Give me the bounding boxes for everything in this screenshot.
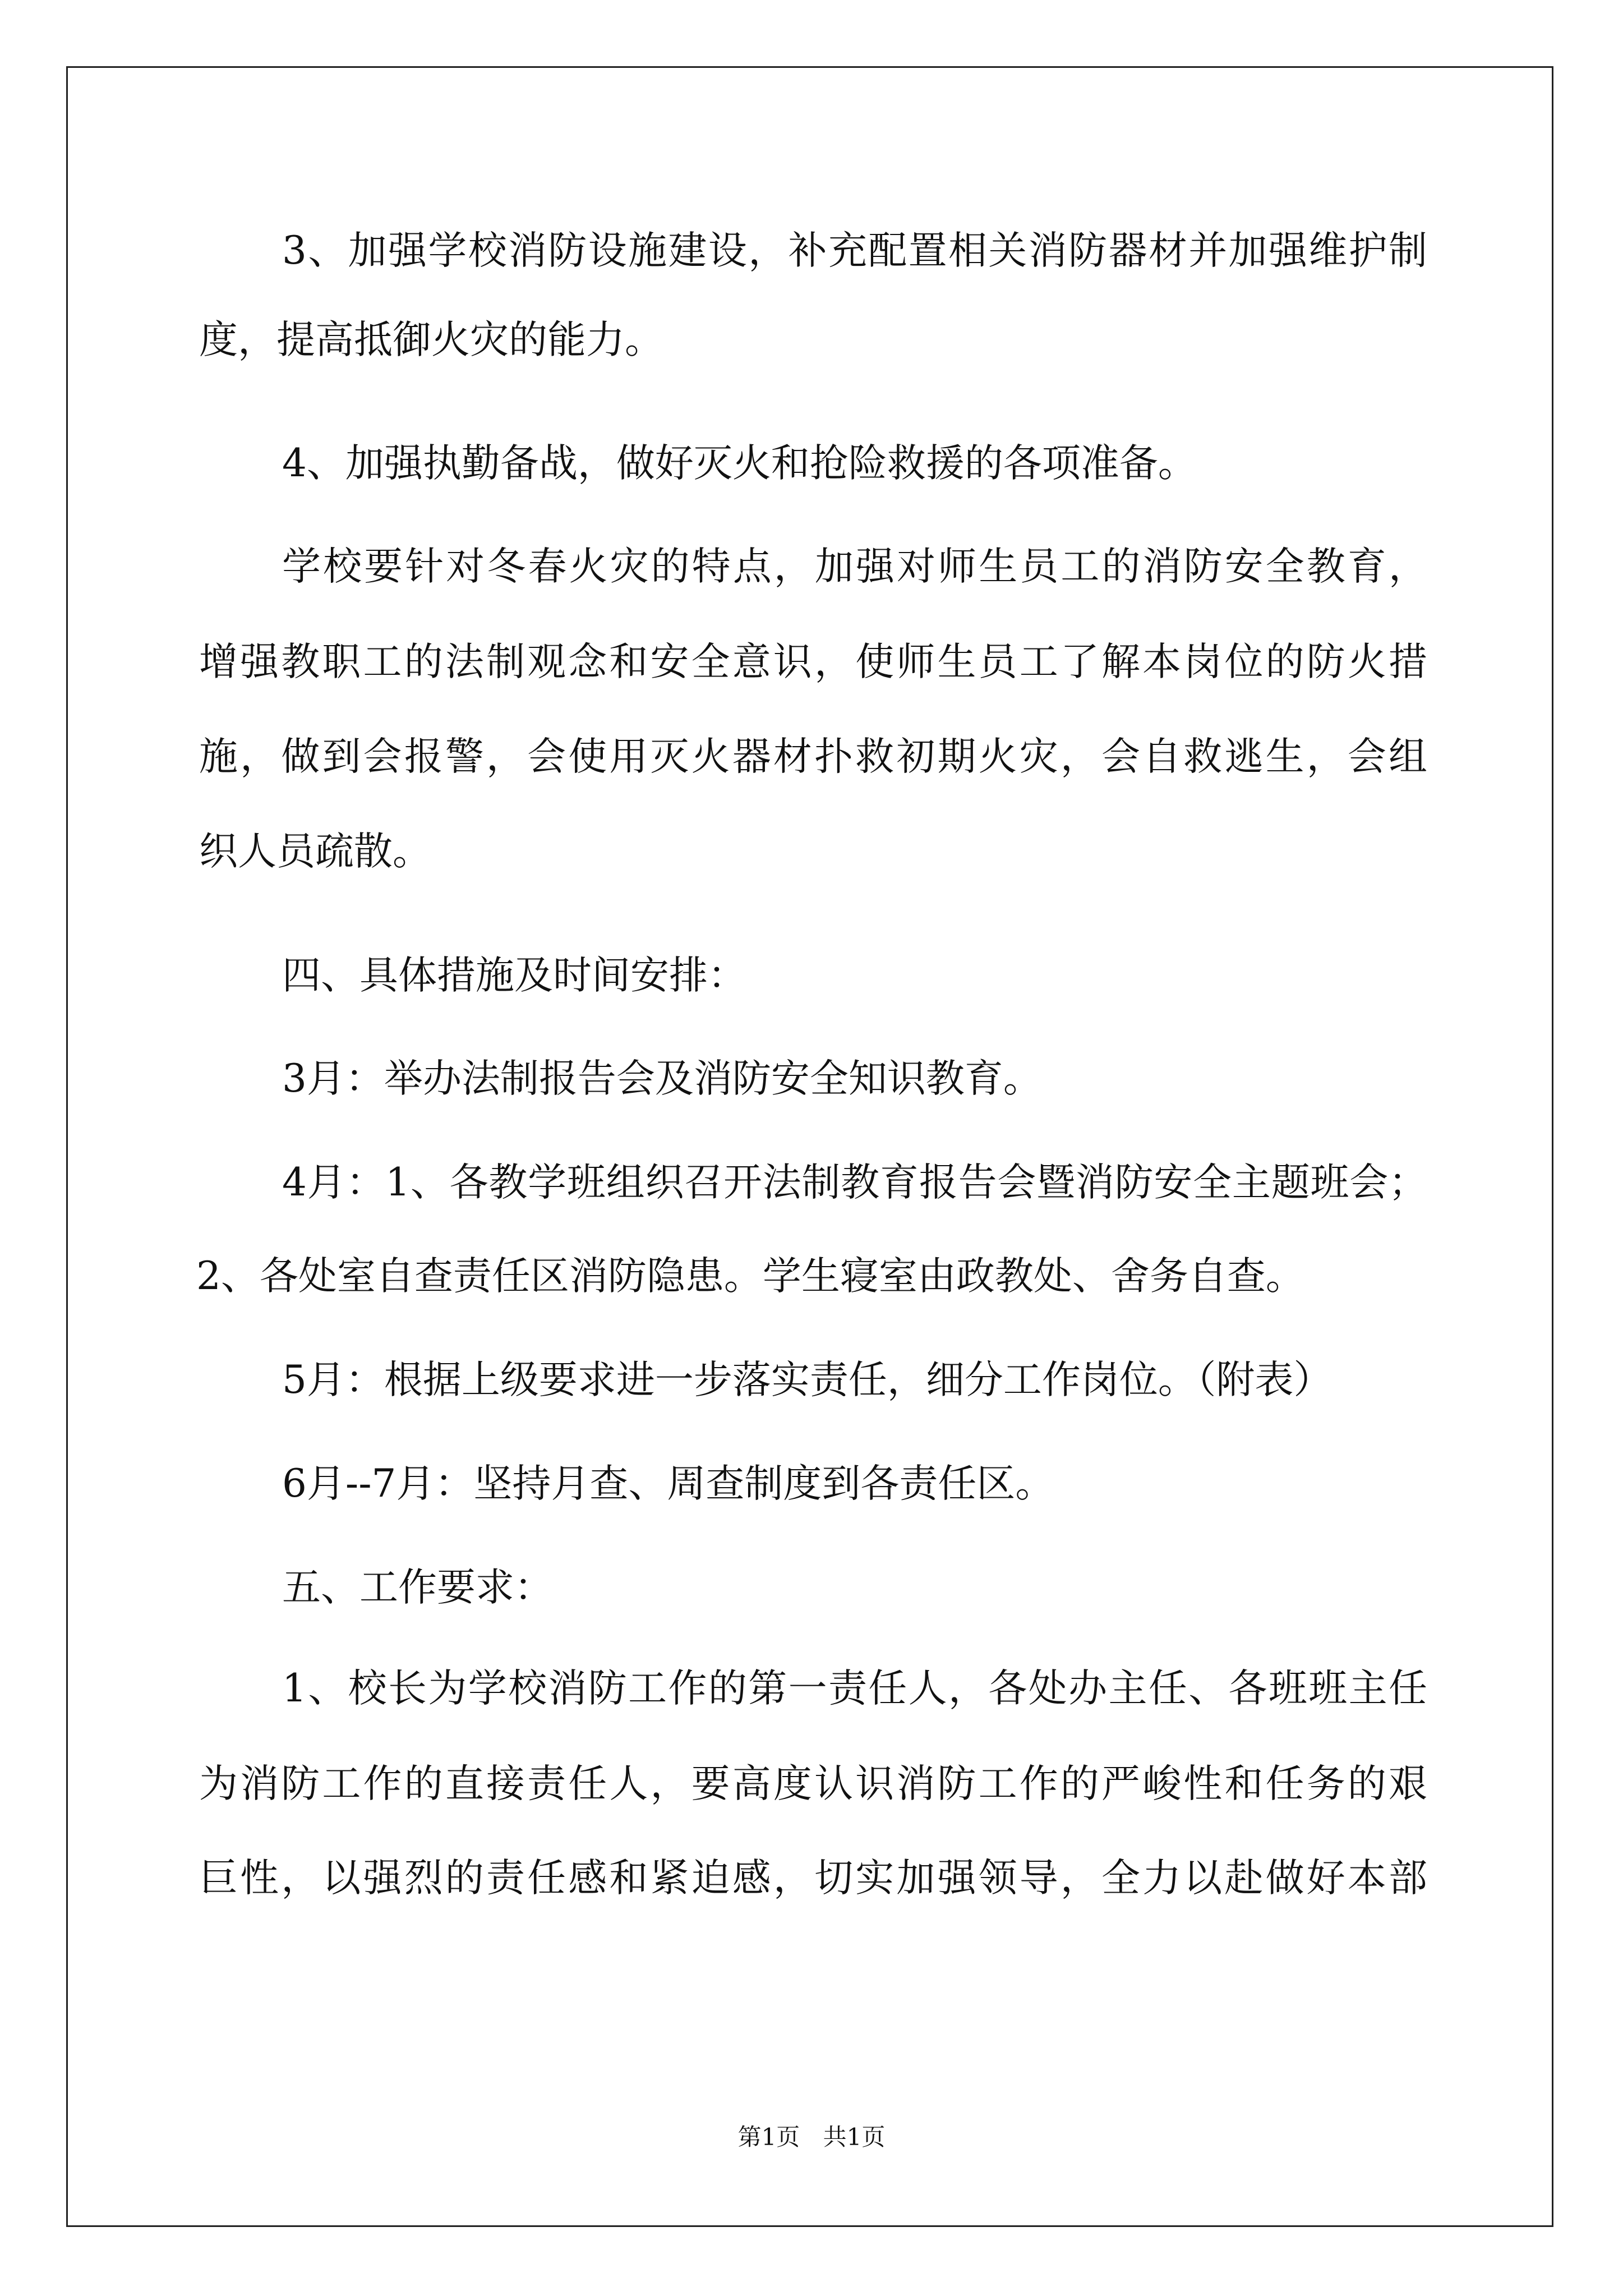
text-line: 增强教职工的法制观念和安全意识，使师生员工了解本岗位的防火措 [199, 639, 1427, 684]
page-number: 第1页 [737, 2123, 800, 2151]
page-total: 共1页 [823, 2123, 886, 2151]
text-line: 1、校长为学校消防工作的第一责任人，各处办主任、各班班主任 [282, 1666, 1427, 1711]
text-line: 2、各处室自查责任区消防隐患。学生寝室由政教处、舍务自查。 [196, 1254, 1304, 1299]
text-line: 度，提高抵御火灾的能力。 [199, 318, 663, 362]
text-line: 4月：1、各教学班组织召开法制教育报告会暨消防安全主题班会； [282, 1160, 1427, 1205]
text-line: 3月：举办法制报告会及消防安全知识教育。 [282, 1056, 1042, 1101]
page-footer [0, 2120, 1623, 2154]
text-line: 施，做到会报警，会使用灭火器材扑救初期火灾，会自救逃生，会组 [199, 734, 1427, 779]
text-line: 学校要针对冬春火灾的特点，加强对师生员工的消防安全教育， [282, 544, 1427, 589]
section-heading: 四、具体措施及时间安排： [282, 953, 746, 998]
text-line: 3、加强学校消防设施建设，补充配置相关消防器材并加强维护制 [282, 228, 1427, 273]
text-line: 4、加强执勤备战，做好灭火和抢险救援的各项准备。 [282, 441, 1197, 486]
section-heading: 五、工作要求： [282, 1565, 553, 1610]
text-line: 织人员疏散。 [199, 829, 431, 874]
text-line: 为消防工作的直接责任人，要高度认识消防工作的严峻性和任务的艰 [199, 1761, 1427, 1806]
text-line: 5月：根据上级要求进一步落实责任，细分工作岗位。（附表） [282, 1358, 1332, 1402]
text-line: 6月--7月：坚持月查、周查制度到各责任区。 [282, 1461, 1054, 1506]
text-line: 巨性，以强烈的责任感和紧迫感，切实加强领导，全力以赴做好本部 [199, 1856, 1427, 1901]
